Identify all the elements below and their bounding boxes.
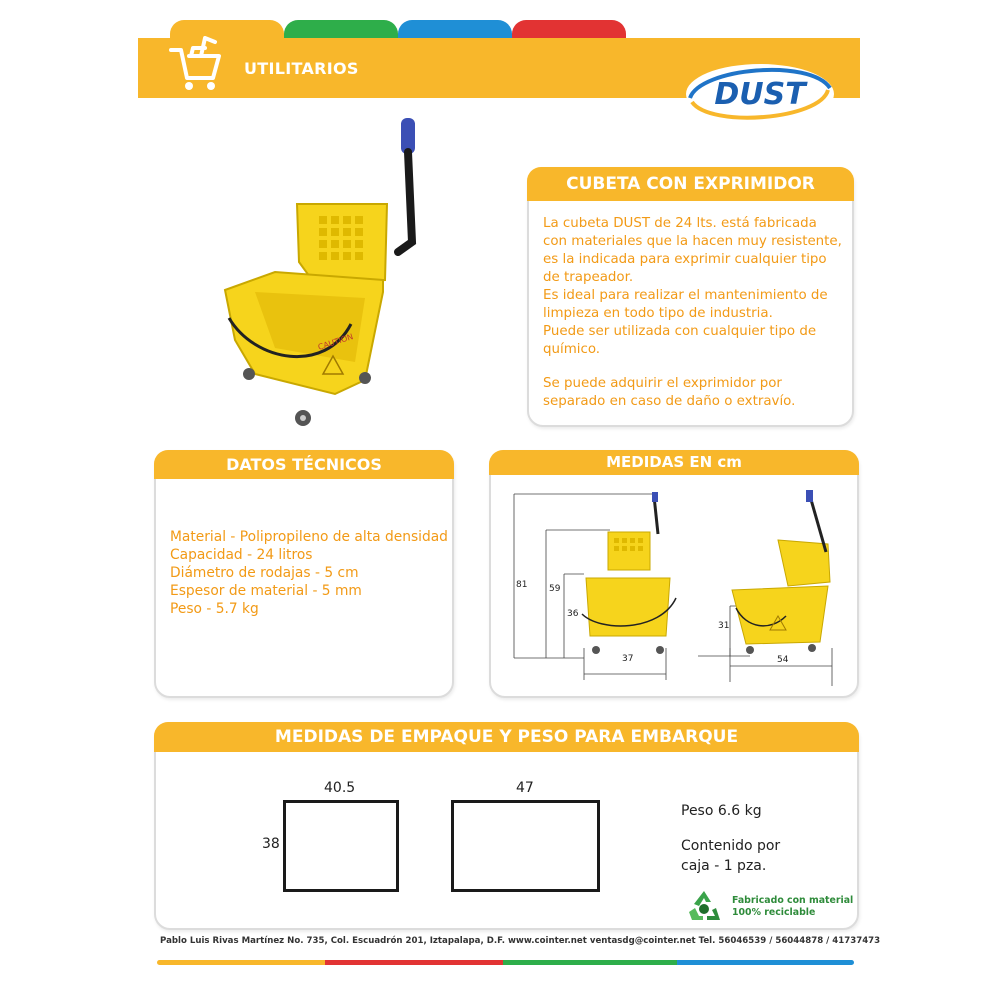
caution-label: CAUTION [316,332,355,352]
dust-logo [680,58,840,130]
footer-contact: Pablo Luis Rivas Martínez No. 735, Col. Escuadrón 201, Iztapalapa, D.F. www.cointer.net ventasdg@cointer.net Tel. 56046539 / 56044878 / 41737473 [160,936,881,946]
footer-stripe-yellow [157,960,325,965]
svg-text:DUST: DUST [714,77,806,112]
measures-title: MEDIDAS EN cm [606,453,742,471]
description-line: separado en caso de daño o extravío. [543,394,796,409]
measures-card-header [489,450,859,475]
description-card-header [527,167,854,201]
specs-title: DATOS TÉCNICOS [226,455,382,474]
category-title: UTILITARIOS [244,59,359,78]
footer-stripe-green [503,960,677,965]
spec-item: Material - Polipropileno de alta densidad [170,529,448,545]
footer-stripe-blue [677,960,854,965]
description-line: Se puede adquirir el exprimidor por [543,376,782,391]
description-line: es la indicada para exprimir cualquier tipo [543,252,827,267]
recycle-icon [685,888,723,924]
specs-card-header [154,450,454,479]
description-line: La cubeta DUST de 24 lts. está fabricada [543,216,817,231]
box-content-line2: caja - 1 pza. [681,858,767,874]
dim-height-total: 81 [516,580,528,590]
package-box-front [283,800,399,892]
footer-stripe-red [325,960,503,965]
dim-length-side: 54 [777,655,789,665]
packing-card-header [154,722,859,752]
spec-item: Peso - 5.7 kg [170,601,259,617]
spec-item: Capacidad - 24 litros [170,547,313,563]
description-spacer [543,359,843,375]
recycle-text-line2: 100% reciclable [732,907,816,918]
description-card [527,167,854,427]
description-line: de trapeador. [543,270,634,285]
packing-title: MEDIDAS DE EMPAQUE Y PESO PARA EMBARQUE [274,727,739,747]
specs-list [170,528,450,618]
box-content-line1: Contenido por [681,838,781,854]
description-line: limpieza en todo tipo de industria. [543,306,773,321]
dim-height-wringer: 59 [549,584,561,594]
mop-bucket-image [215,112,430,437]
product-title: CUBETA CON EXPRIMIDOR [566,174,815,194]
specs-card [154,450,454,698]
package-height: 38 [262,836,280,852]
package-width-front: 40.5 [324,780,356,796]
package-width-side: 47 [516,780,534,796]
description-line: Puede ser utilizada con cualquier tipo de [543,324,817,339]
recycle-text-line1: Fabricado con material [732,895,854,906]
spec-item: Espesor de material - 5 mm [170,583,362,599]
description-text [543,215,843,411]
description-line: Es ideal para realizar el mantenimiento de [543,288,828,303]
description-line: con materiales que la hacen muy resistente, [543,234,842,249]
dim-height-bucket: 36 [567,609,579,619]
spec-item: Diámetro de rodajas - 5 cm [170,565,359,581]
dim-height-side: 31 [718,621,730,631]
shipping-weight: Peso 6.6 kg [681,803,762,819]
dim-width-front: 37 [622,654,634,664]
cart-icon [165,34,225,94]
description-line: químico. [543,342,601,357]
package-box-side [451,800,600,892]
